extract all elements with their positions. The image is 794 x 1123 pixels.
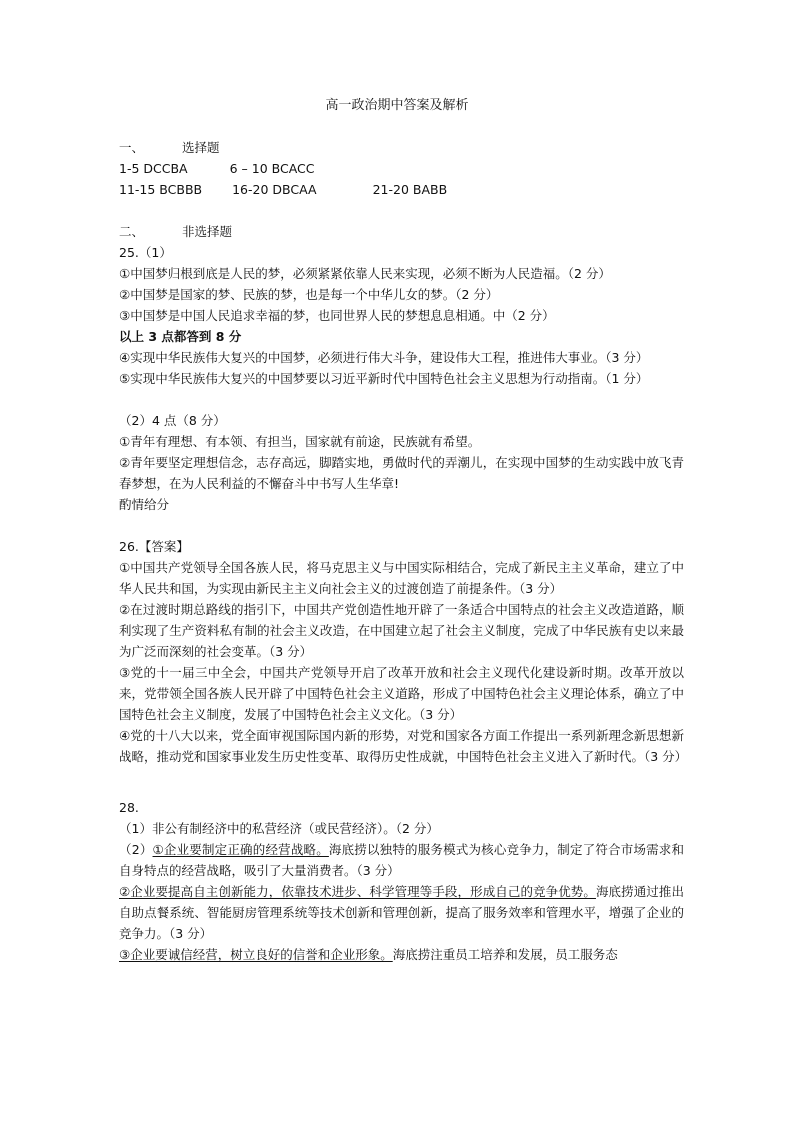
section-heading-choice — [119, 137, 684, 158]
question-part-label: （2）4 点（8 分） — [119, 413, 226, 428]
section-marker: 一、 — [119, 140, 145, 155]
section-title: 选择题 — [182, 140, 220, 155]
answer-point: ③中国梦是中国人民追求幸福的梦，也同世界人民的梦想息息相通。中（2 分） — [119, 308, 555, 323]
answer-group: 21-20 BABB — [372, 182, 448, 197]
answer-point: ④实现中华民族伟大复兴的中国梦，必须进行伟大斗争，建设伟大工程，推进伟大事业。（3 分） — [119, 350, 649, 365]
question-label: 28. — [119, 800, 139, 815]
answer-point — [119, 944, 684, 965]
key-point-underlined: ③企业要诚信经营，树立良好的信誉和企业形象。 — [119, 947, 393, 962]
answer-point: ①中国共产党领导全国各族人民，将马克思主义与中国实际相结合，完成了新民主主义革命，建立了中华人民共和国，为实现由新民主主义向社会主义的过渡创造了前提条件。（3 分） — [119, 560, 684, 596]
answer-point: ②中国梦是国家的梦、民族的梦，也是每一个中华儿女的梦。（2 分） — [119, 287, 499, 302]
section-title: 非选择题 — [182, 224, 233, 239]
answer-group: 1-5 DCCBA — [119, 161, 188, 176]
answer-point: ①青年有理想、有本领、有担当，国家就有前途，民族就有希望。 — [119, 434, 481, 449]
answer-point: ①中国梦归根到底是人民的梦，必须紧紧依靠人民来实现，必须不断为人民造福。（2 分） — [119, 266, 611, 281]
answer-point: ④党的十八大以来，党全面审视国际国内新的形势，对党和国家各方面工作提出一系列新理念新思想新战略，推动党和国家事业发生历史性变革、取得历史性成就，中国特色社会主义进入了新时代。（3 分） — [119, 728, 688, 764]
answer-point: （1）非公有制经济中的私营经济（或民营经济）。（2 分） — [119, 821, 439, 836]
answer-group: 6 – 10 BCACC — [229, 161, 315, 176]
key-point-underlined: ①企业要制定正确的经营战略。 — [152, 842, 329, 857]
section-marker: 二、 — [119, 224, 145, 239]
explanation: 海底捞以独特的服务模式为核心竞争力，制定了符合市场需求和自身特点的经营战略，吸引了大量消费者。（3 分） — [119, 842, 684, 878]
document-title: 高一政治期中答案及解析 — [325, 98, 469, 113]
answer-point — [119, 839, 684, 881]
explanation: 海底捞注重员工培养和发展，员工服务态 — [392, 947, 618, 962]
part-prefix: （2） — [119, 842, 153, 857]
question-label: 26.【答案】 — [119, 539, 189, 554]
answer-point: ②在过渡时期总路线的指引下，中国共产党创造性地开辟了一条适合中国特点的社会主义改造道路，顺利实现了生产资料私有制的社会主义改造，在中国建立起了社会主义制度，完成了中华民族有史以来最为广泛而深刻的社会变革。（3 分） — [119, 602, 684, 659]
document-body — [119, 137, 688, 965]
explanation: 海底捞通过推出自助点餐系统、智能厨房管理系统等技术创新和管理创新，提高了服务效率和管理水平，增强了企业的竞争力。（3 分） — [119, 884, 684, 941]
answer-row-1 — [119, 158, 684, 179]
answer-row-2 — [119, 179, 684, 200]
answer-group: 16-20 DBCAA — [232, 182, 317, 197]
section-heading-nonchoice — [119, 221, 684, 242]
question-label: 25.（1） — [119, 245, 172, 260]
answer-point — [119, 881, 684, 944]
scoring-note: 以上 3 点都答到 8 分 — [119, 329, 242, 344]
answer-group: 11-15 BCBBB — [119, 182, 203, 197]
answer-point: ⑤实现中华民族伟大复兴的中国梦要以习近平新时代中国特色社会主义思想为行动指南。（1 分） — [119, 371, 649, 386]
key-point-underlined: ②企业要提高自主创新能力，依靠技术进步、科学管理等手段，形成自己的竞争优势。 — [119, 884, 596, 899]
scoring-note: 酌情给分 — [119, 497, 170, 512]
answer-point: ②青年要坚定理想信念，志存高远，脚踏实地，勇做时代的弄潮儿，在实现中国梦的生动实践中放飞青春梦想，在为人民利益的不懈奋斗中书写人生华章! — [119, 455, 684, 491]
answer-point: ③党的十一届三中全会，中国共产党领导开启了改革开放和社会主义现代化建设新时期。改革开放以来，党带领全国各族人民开辟了中国特色社会主义道路，形成了中国特色社会主义理论体系，确立了中国特色社会主义制度，发展了中国特色社会主义文化。（3 分） — [119, 665, 684, 722]
